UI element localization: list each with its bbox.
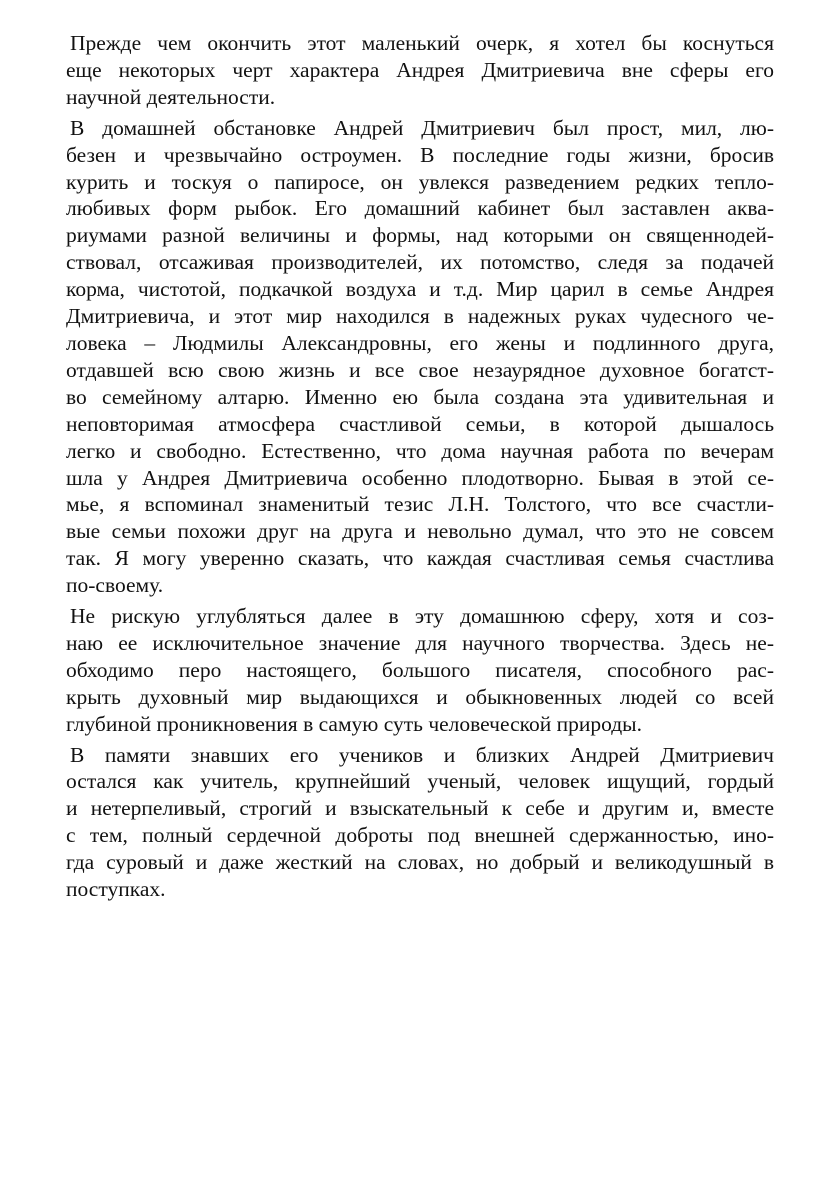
text-line: еще некоторых черт характера Андрея Дмитриевича вне сферы его: [66, 57, 774, 82]
paragraph-1: [66, 30, 774, 111]
text-line: ствовал, отсаживая производителей, их потомство, следя за подачей: [66, 250, 774, 275]
text-line: крыть духовный мир выдающихся и обыкновенных людей со всей: [66, 684, 774, 709]
paragraph-3: [66, 603, 774, 738]
text-line: наю ее исключительное значение для научного творчества. Здесь не-: [66, 630, 774, 655]
text-line: Не рискую углубляться далее в эту домашнюю сферу, хотя и соз-: [70, 604, 774, 629]
paragraph-4: [66, 742, 774, 903]
text-line: риумами разной величины и формы, над которыми он священнодей-: [66, 223, 774, 248]
text-line: безен и чрезвычайно остроумен. В последние годы жизни, бросив: [66, 142, 774, 167]
text-line: курить и тоскуя о папиросе, он увлекся разведением редких тепло-: [66, 169, 774, 194]
text-line: с тем, полный сердечной доброты под внешней сдержанностью, ино-: [66, 823, 774, 848]
text-line: Прежде чем окончить этот маленький очерк, я хотел бы коснуться: [70, 31, 774, 55]
text-line: В домашней обстановке Андрей Дмитриевич был прост, мил, лю-: [70, 115, 774, 140]
text-line: и нетерпеливый, строгий и взыскательный к себе и другим и, вместе: [66, 796, 774, 821]
text-line: отдавшей всю свою жизнь и все свое незаурядное духовное богатст-: [66, 357, 774, 382]
text-line: обходимо перо настоящего, большого писателя, способного рас-: [66, 657, 774, 682]
text-line: во семейному алтарю. Именно ею была создана эта удивительная и: [66, 384, 774, 409]
text-line: неповторимая атмосфера счастливой семьи, в которой дышалось: [66, 411, 774, 436]
text-line: мье, я вспоминал знаменитый тезис Л.Н. Толстого, что все счастли-: [66, 492, 774, 517]
text-line: глубиной проникновения в самую суть человеческой природы.: [66, 711, 643, 736]
text-line: легко и свободно. Естественно, что дома научная работа по вечерам: [66, 438, 774, 463]
text-line: шла у Андрея Дмитриевича особенно плодотворно. Бывая в этой се-: [66, 465, 774, 490]
text-line: Дмитриевича, и этот мир находился в надежных руках чудесного че-: [66, 304, 774, 329]
text-line: ловека – Людмилы Александровны, его жены и подлинного друга,: [66, 330, 774, 355]
text-line: остался как учитель, крупнейший ученый, человек ищущий, гордый: [66, 769, 774, 794]
text-line: любивых форм рыбок. Его домашний кабинет был заставлен аква-: [66, 196, 774, 221]
text-line: научной деятельности.: [66, 84, 276, 109]
text-line: гда суровый и даже жесткий на словах, но добрый и великодушный в: [66, 850, 774, 875]
paragraph-2: [66, 115, 774, 599]
text-line: вые семьи похожи друг на друга и невольно думал, что это не совсем: [66, 519, 774, 544]
text-line: по-своему.: [66, 573, 164, 598]
text-line: В памяти знавших его учеников и близких Андрей Дмитриевич: [70, 742, 774, 767]
text-line: корма, чистотой, подкачкой воздуха и т.д. Мир царил в семье Андрея: [66, 277, 774, 302]
document-page: [66, 30, 774, 907]
text-line: поступках.: [66, 877, 166, 902]
text-line: так. Я могу уверенно сказать, что каждая счастливая семья счастлива: [66, 546, 774, 571]
